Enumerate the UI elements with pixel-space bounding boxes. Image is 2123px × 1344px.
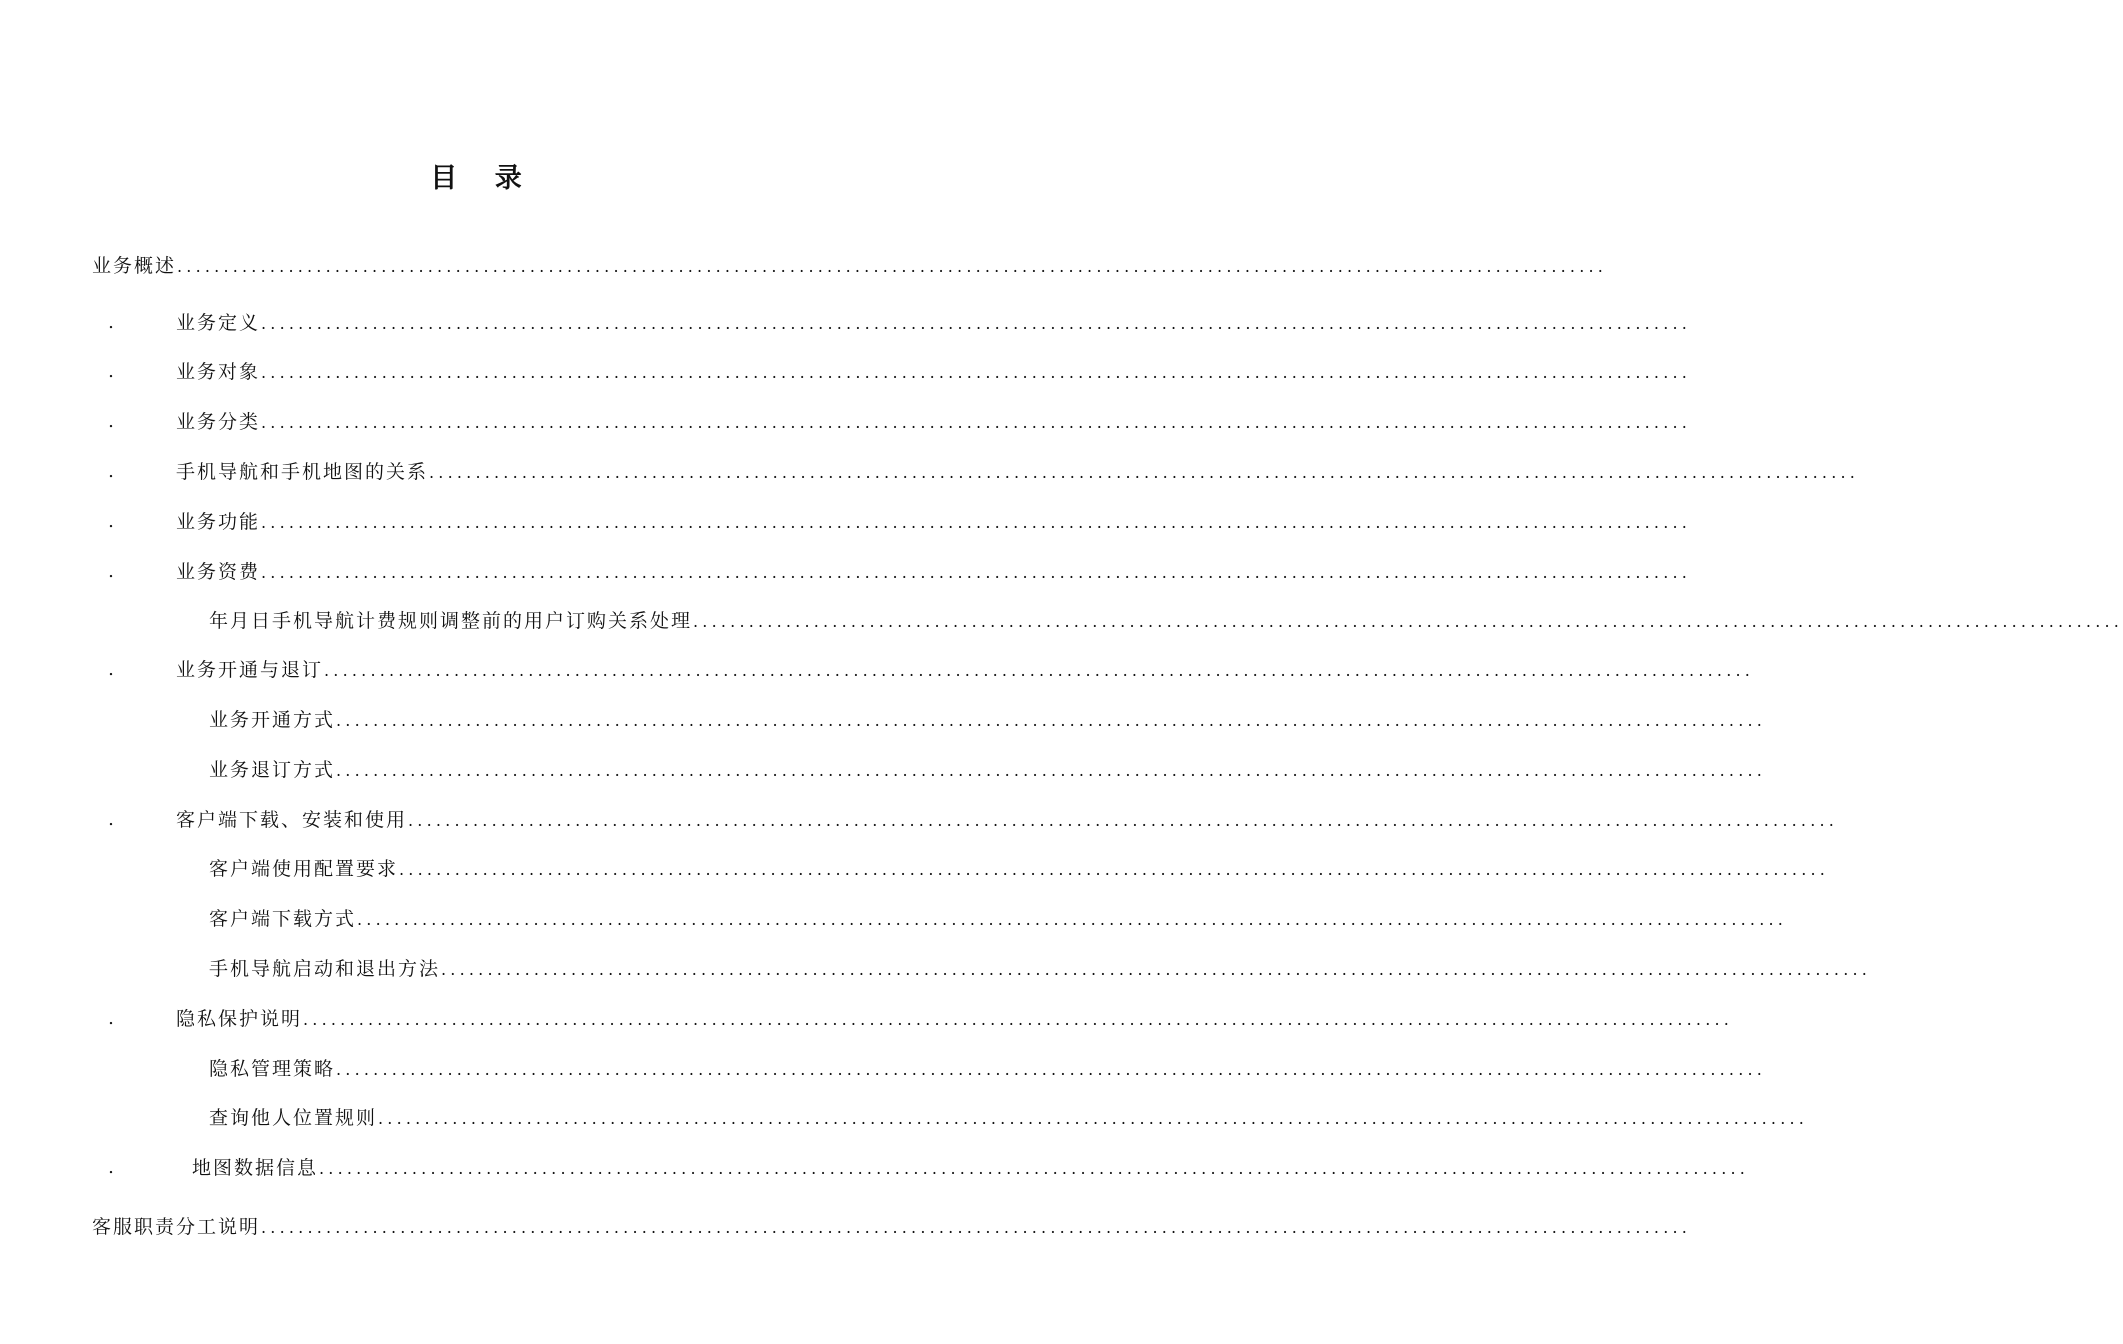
dot-leader: .......................................................................................................................................................... [336,761,1767,780]
toc-entry-label: 隐私保护说明 [176,1008,303,1030]
dot-leader: .......................................................................................................................................................... [261,1218,1692,1237]
toc-entry-level3 [0,899,1788,939]
toc-entry-level1 [0,246,1608,286]
toc-entry-level2 [0,452,1860,492]
dot-leader: .......................................................................................................................................................... [261,413,1692,432]
dot-leader: .......................................................................................................................................................... [378,1109,1809,1128]
section-number-marker: . [108,561,114,582]
toc-entry-level3 [0,949,1872,989]
toc-entry-label: 业务退订方式 [209,759,336,781]
section-number-marker: . [108,361,114,382]
dot-leader: .......................................................................................................................................................... [408,811,1839,830]
dot-leader: .......................................................................................................................................................... [399,860,1830,879]
toc-entry-label: 客服职责分工说明 [92,1216,261,1238]
toc-entry-label: 年月日手机导航计费规则调整前的用户订购关系处理 [209,610,693,632]
toc-entry-level3 [0,601,2123,641]
dot-leader: .......................................................................................................................................................... [261,314,1692,333]
toc-entry-level2 [0,303,1692,343]
dot-leader: .......................................................................................................................................................... [261,563,1692,582]
toc-entry-level2 [0,352,1692,392]
dot-leader: .......................................................................................................................................................... [261,363,1692,382]
section-number-marker: . [108,461,114,482]
toc-entry-label: 业务分类 [176,411,261,433]
toc-entry-level3 [0,849,1830,889]
toc-entry-level2 [0,402,1692,442]
toc-entry-level3 [0,750,1767,790]
toc-entry-level3 [0,1098,1809,1138]
toc-entry-level2 [0,1148,1750,1188]
toc-entry-label: 地图数据信息 [192,1157,319,1179]
toc-entry-label: 业务对象 [176,361,261,383]
dot-leader: .......................................................................................................................................................... [693,612,2123,631]
dot-leader: .......................................................................................................................................................... [336,711,1767,730]
section-number-marker: . [108,659,114,680]
dot-leader: .......................................................................................................................................................... [336,1060,1767,1079]
toc-entry-label: 业务资费 [176,561,261,583]
page-title: 目 录 [430,163,536,194]
section-number-marker: . [108,1157,114,1178]
dot-leader: .......................................................................................................................................................... [357,910,1788,929]
toc-entry-label: 客户端使用配置要求 [209,858,399,880]
section-number-marker: . [108,312,114,333]
dot-leader: .......................................................................................................................................................... [429,463,1860,482]
toc-entry-label: 业务定义 [176,312,261,334]
dot-leader: .......................................................................................................................................................... [324,661,1755,680]
dot-leader: .......................................................................................................................................................... [441,960,1872,979]
section-number-marker: . [108,511,114,532]
section-number-marker: . [108,411,114,432]
toc-entry-level1 [0,1207,1692,1247]
dot-leader: .......................................................................................................................................................... [261,513,1692,532]
dot-leader: .......................................................................................................................................................... [177,257,1608,276]
toc-entry-label: 手机导航和手机地图的关系 [176,461,429,483]
toc-entry-level2 [0,999,1734,1039]
toc-entry-label: 隐私管理策略 [209,1058,336,1080]
toc-entry-level3 [0,1049,1767,1089]
dot-leader: .......................................................................................................................................................... [319,1159,1750,1178]
toc-entry-label: 业务功能 [176,511,261,533]
toc-entry-label: 查询他人位置规则 [209,1107,378,1129]
toc-entry-label: 业务开通方式 [209,709,336,731]
section-number-marker: . [108,809,114,830]
dot-leader: .......................................................................................................................................................... [303,1010,1734,1029]
toc-entry-level2 [0,800,1839,840]
toc-entry-level2 [0,552,1692,592]
toc-entry-level2 [0,502,1692,542]
toc-entry-level2 [0,650,1755,690]
toc-entry-label: 客户端下载、安装和使用 [176,809,408,831]
toc-entry-label: 手机导航启动和退出方法 [209,958,441,980]
section-number-marker: . [108,1008,114,1029]
toc-entry-label: 业务概述 [92,255,177,277]
toc-entry-label: 客户端下载方式 [209,908,357,930]
toc-entry-level3 [0,700,1767,740]
toc-entry-label: 业务开通与退订 [176,659,324,681]
